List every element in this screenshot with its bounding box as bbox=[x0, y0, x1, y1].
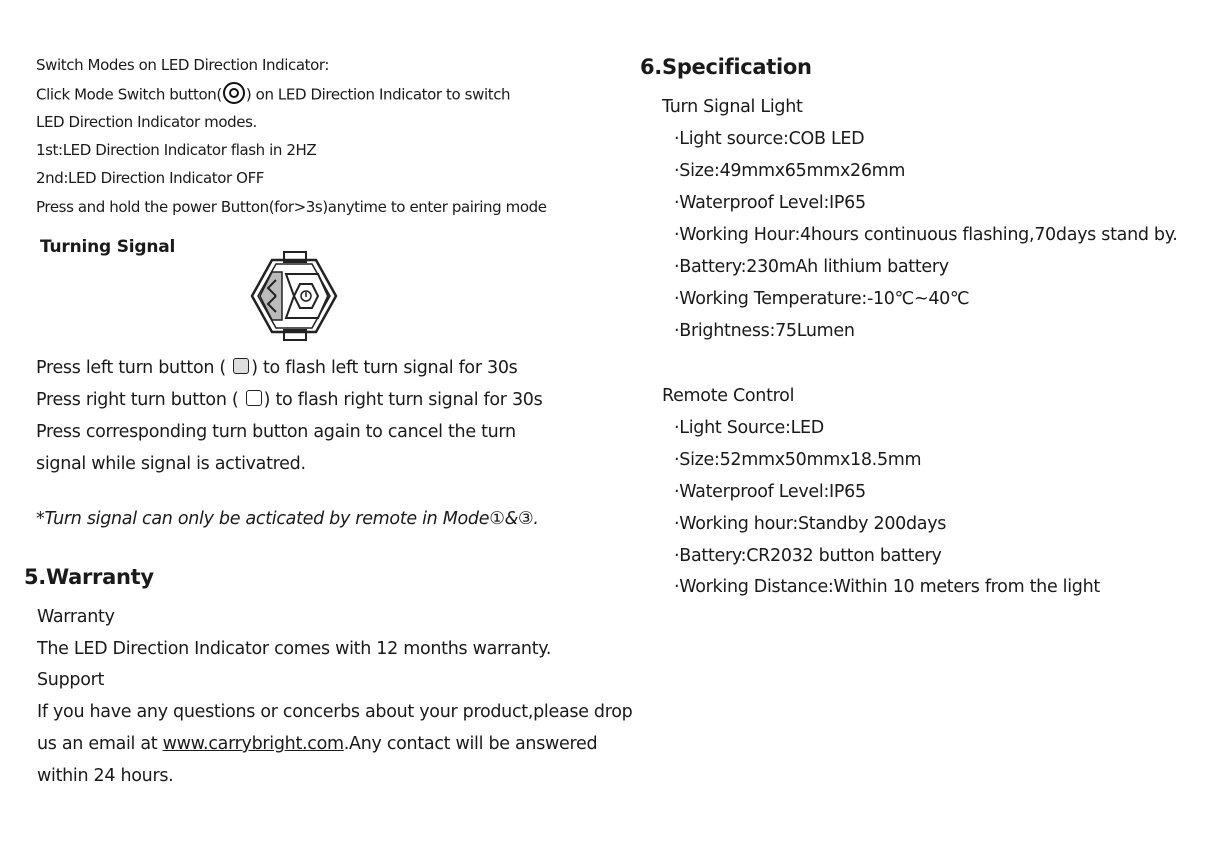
mode-switch-title: Switch Modes on LED Direction Indicator: bbox=[36, 56, 330, 74]
remote-spec-item: ·Working hour:Standby 200days bbox=[674, 514, 947, 534]
mode-switch-line1-pre: Click Mode Switch button( bbox=[36, 85, 222, 104]
turn-signal-spec-item: ·Size:49mmx65mmx26mm bbox=[674, 161, 906, 181]
support-text-line2-post: .Any contact will be answered bbox=[343, 734, 598, 754]
left-turn-glyph-icon bbox=[233, 358, 249, 374]
turning-signal-line2 bbox=[36, 390, 542, 410]
mode-switch-line3: 1st:LED Direction Indicator flash in 2HZ bbox=[36, 141, 317, 159]
turning-signal-note: *Turn signal can only be acticated by remote in Mode①&③. bbox=[36, 509, 539, 529]
support-text-line2-pre: us an email at bbox=[37, 734, 163, 754]
turning-signal-line4: signal while signal is activatred. bbox=[36, 454, 306, 474]
mode-switch-line1 bbox=[36, 84, 510, 106]
turning-signal-line2-pre: Press right turn button ( bbox=[36, 390, 244, 410]
support-subheading: Support bbox=[37, 670, 105, 690]
turn-signal-spec-item: ·Light source:COB LED bbox=[674, 129, 865, 149]
remote-spec-item: ·Waterproof Level:IP65 bbox=[674, 482, 866, 502]
left-turn-button-icon bbox=[260, 272, 282, 320]
turning-signal-line1 bbox=[36, 358, 517, 378]
turn-signal-spec-item: ·Battery:230mAh lithium battery bbox=[674, 257, 949, 277]
turn-signal-spec-item: ·Waterproof Level:IP65 bbox=[674, 193, 866, 213]
remote-spec-item: ·Size:52mmx50mmx18.5mm bbox=[674, 450, 922, 470]
remote-spec-item: ·Light Source:LED bbox=[674, 418, 824, 438]
turning-signal-line1-post: ) to flash left turn signal for 30s bbox=[251, 358, 518, 378]
turning-signal-heading: Turning Signal bbox=[40, 237, 176, 257]
remote-spec-item: ·Working Distance:Within 10 meters from the light bbox=[674, 577, 1100, 597]
warranty-heading: 5.Warranty bbox=[24, 565, 154, 589]
support-text-line2 bbox=[37, 734, 597, 754]
support-text-line3: within 24 hours. bbox=[37, 766, 174, 786]
turning-signal-line1-pre: Press left turn button ( bbox=[36, 358, 232, 378]
mode-switch-line1-post: ) on LED Direction Indicator to switch bbox=[245, 85, 511, 104]
turning-signal-line2-post: ) to flash right turn signal for 30s bbox=[263, 390, 543, 410]
right-turn-button-icon bbox=[286, 274, 328, 318]
specification-heading: 6.Specification bbox=[640, 55, 812, 79]
turn-signal-spec-item: ·Working Hour:4hours continuous flashing,70days stand by. bbox=[674, 225, 1178, 245]
remote-control-title: Remote Control bbox=[662, 386, 795, 406]
warranty-subheading: Warranty bbox=[37, 607, 115, 627]
turning-signal-line3: Press corresponding turn button again to cancel the turn bbox=[36, 422, 516, 442]
mode-switch-line4: 2nd:LED Direction Indicator OFF bbox=[36, 169, 265, 187]
right-turn-glyph-icon bbox=[246, 390, 262, 406]
mode-button-icon bbox=[223, 82, 245, 104]
website-link[interactable]: www.carrybright.com bbox=[162, 734, 344, 754]
turn-signal-light-title: Turn Signal Light bbox=[662, 97, 803, 117]
turn-signal-spec-item: ·Working Temperature:-10℃~40℃ bbox=[674, 289, 970, 309]
remote-spec-item: ·Battery:CR2032 button battery bbox=[674, 546, 942, 566]
turn-signal-spec-item: ·Brightness:75Lumen bbox=[674, 321, 855, 341]
warranty-text: The LED Direction Indicator comes with 12 months warranty. bbox=[37, 639, 552, 659]
mode-switch-line5: Press and hold the power Button(for>3s)anytime to enter pairing mode bbox=[36, 198, 547, 216]
mode-switch-line2: LED Direction Indicator modes. bbox=[36, 113, 257, 131]
support-text-line1: If you have any questions or concerbs about your product,please drop bbox=[37, 702, 633, 722]
remote-control-illustration bbox=[248, 250, 340, 342]
